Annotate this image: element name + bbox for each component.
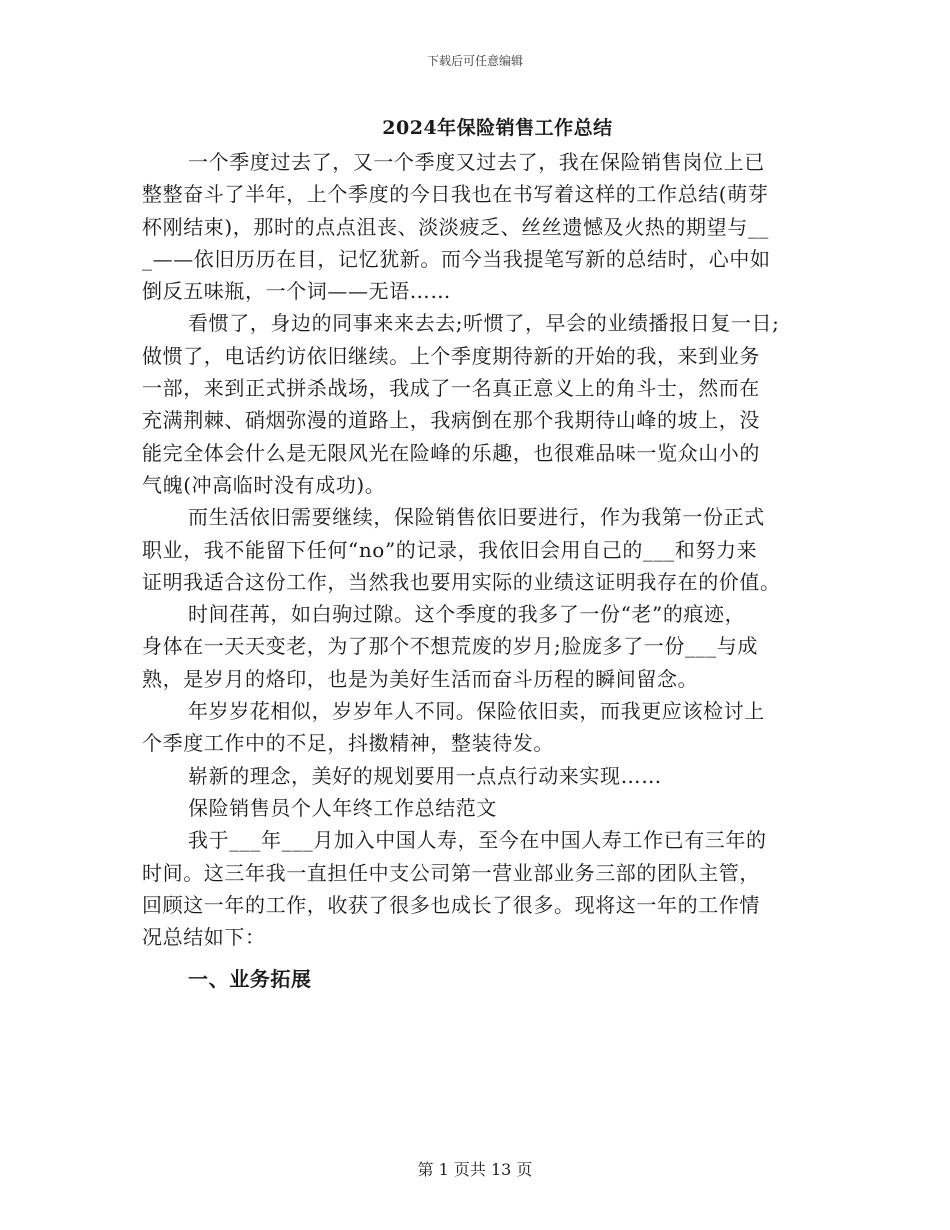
text-line: 充满荆棘、硝烟弥漫的道路上，我病倒在那个我期待山峰的坡上，没 — [142, 408, 760, 433]
text-line: 倒反五味瓶，一个词——无语…… — [142, 279, 451, 304]
text-line: 能完全体会什么是无限风光在险峰的乐趣，也很难品味一览众山小的 — [142, 440, 760, 465]
text-line: 崭新的理念，美好的规划要用一点点行动来实现…… — [188, 763, 662, 788]
header-note: 下载后可任意编辑 — [426, 54, 523, 68]
text-line: 整整奋斗了半年，上个季度的今日我也在书写着这样的工作总结(萌芽 — [142, 182, 769, 207]
text-line: 身体在一天天变老，为了那个不想荒废的岁月;脸庞多了一份___与成 — [142, 634, 758, 659]
text-line: 一个季度过去了，又一个季度又过去了，我在保险销售岗位上已 — [188, 150, 765, 174]
text-line: 气魄(冲高临时没有成功)。 — [142, 472, 386, 497]
document-body — [142, 146, 817, 996]
text-line: 职业，我不能留下任何“no”的记录，我依旧会用自己的___和努力来 — [142, 537, 758, 562]
subtitle-line: 保险销售员个人年终工作总结范文 — [188, 795, 497, 820]
document-title: 2024年保险销售工作总结 — [382, 117, 613, 139]
text-line: 看惯了，身边的同事来来去去;听惯了，早会的业绩播报日复一日; — [188, 311, 780, 336]
text-line: 一部，来到正式拼杀战场，我成了一名真正意义上的角斗士，然而在 — [142, 376, 760, 401]
text-line: 年岁岁花相似，岁岁年人不同。保险依旧卖，而我更应该检讨上 — [188, 699, 765, 724]
text-line: _——依旧历历在目，记忆犹新。而今当我提笔写新的总结时，心中如 — [142, 246, 771, 271]
section-heading: 一、业务拓展 — [188, 967, 312, 992]
text-line: 做惯了，电话约访依旧继续。上个季度期待新的开始的我，来到业务 — [142, 343, 760, 368]
page-footer: 第 1 页共 13 页 — [417, 1160, 533, 1179]
text-line: 我于___年___月加入中国人寿，至今在中国人寿工作已有三年的 — [188, 828, 767, 853]
text-line: 回顾这一年的工作，收获了很多也成长了很多。现将这一年的工作情 — [142, 892, 760, 917]
text-line: 证明我适合这份工作，当然我也要用实际的业绩这证明我存在的价值。 — [142, 569, 781, 594]
text-line: 杯刚结束)，那时的点点沮丧、淡淡疲乏、丝丝遗憾及火热的期望与__ — [142, 214, 770, 239]
text-line: 熟，是岁月的烙印，也是为美好生活而奋斗历程的瞬间留念。 — [142, 666, 699, 691]
text-line: 时间。这三年我一直担任中支公司第一营业部业务三部的团队主管， — [142, 860, 760, 885]
text-line: 个季度工作中的不足，抖擞精神，整装待发。 — [142, 731, 554, 756]
text-line: 况总结如下： — [142, 925, 266, 950]
text-line: 时间荏苒，如白驹过隙。这个季度的我多了一份“老”的痕迹， — [188, 602, 746, 627]
text-line: 而生活依旧需要继续，保险销售依旧要进行，作为我第一份正式 — [188, 505, 765, 530]
